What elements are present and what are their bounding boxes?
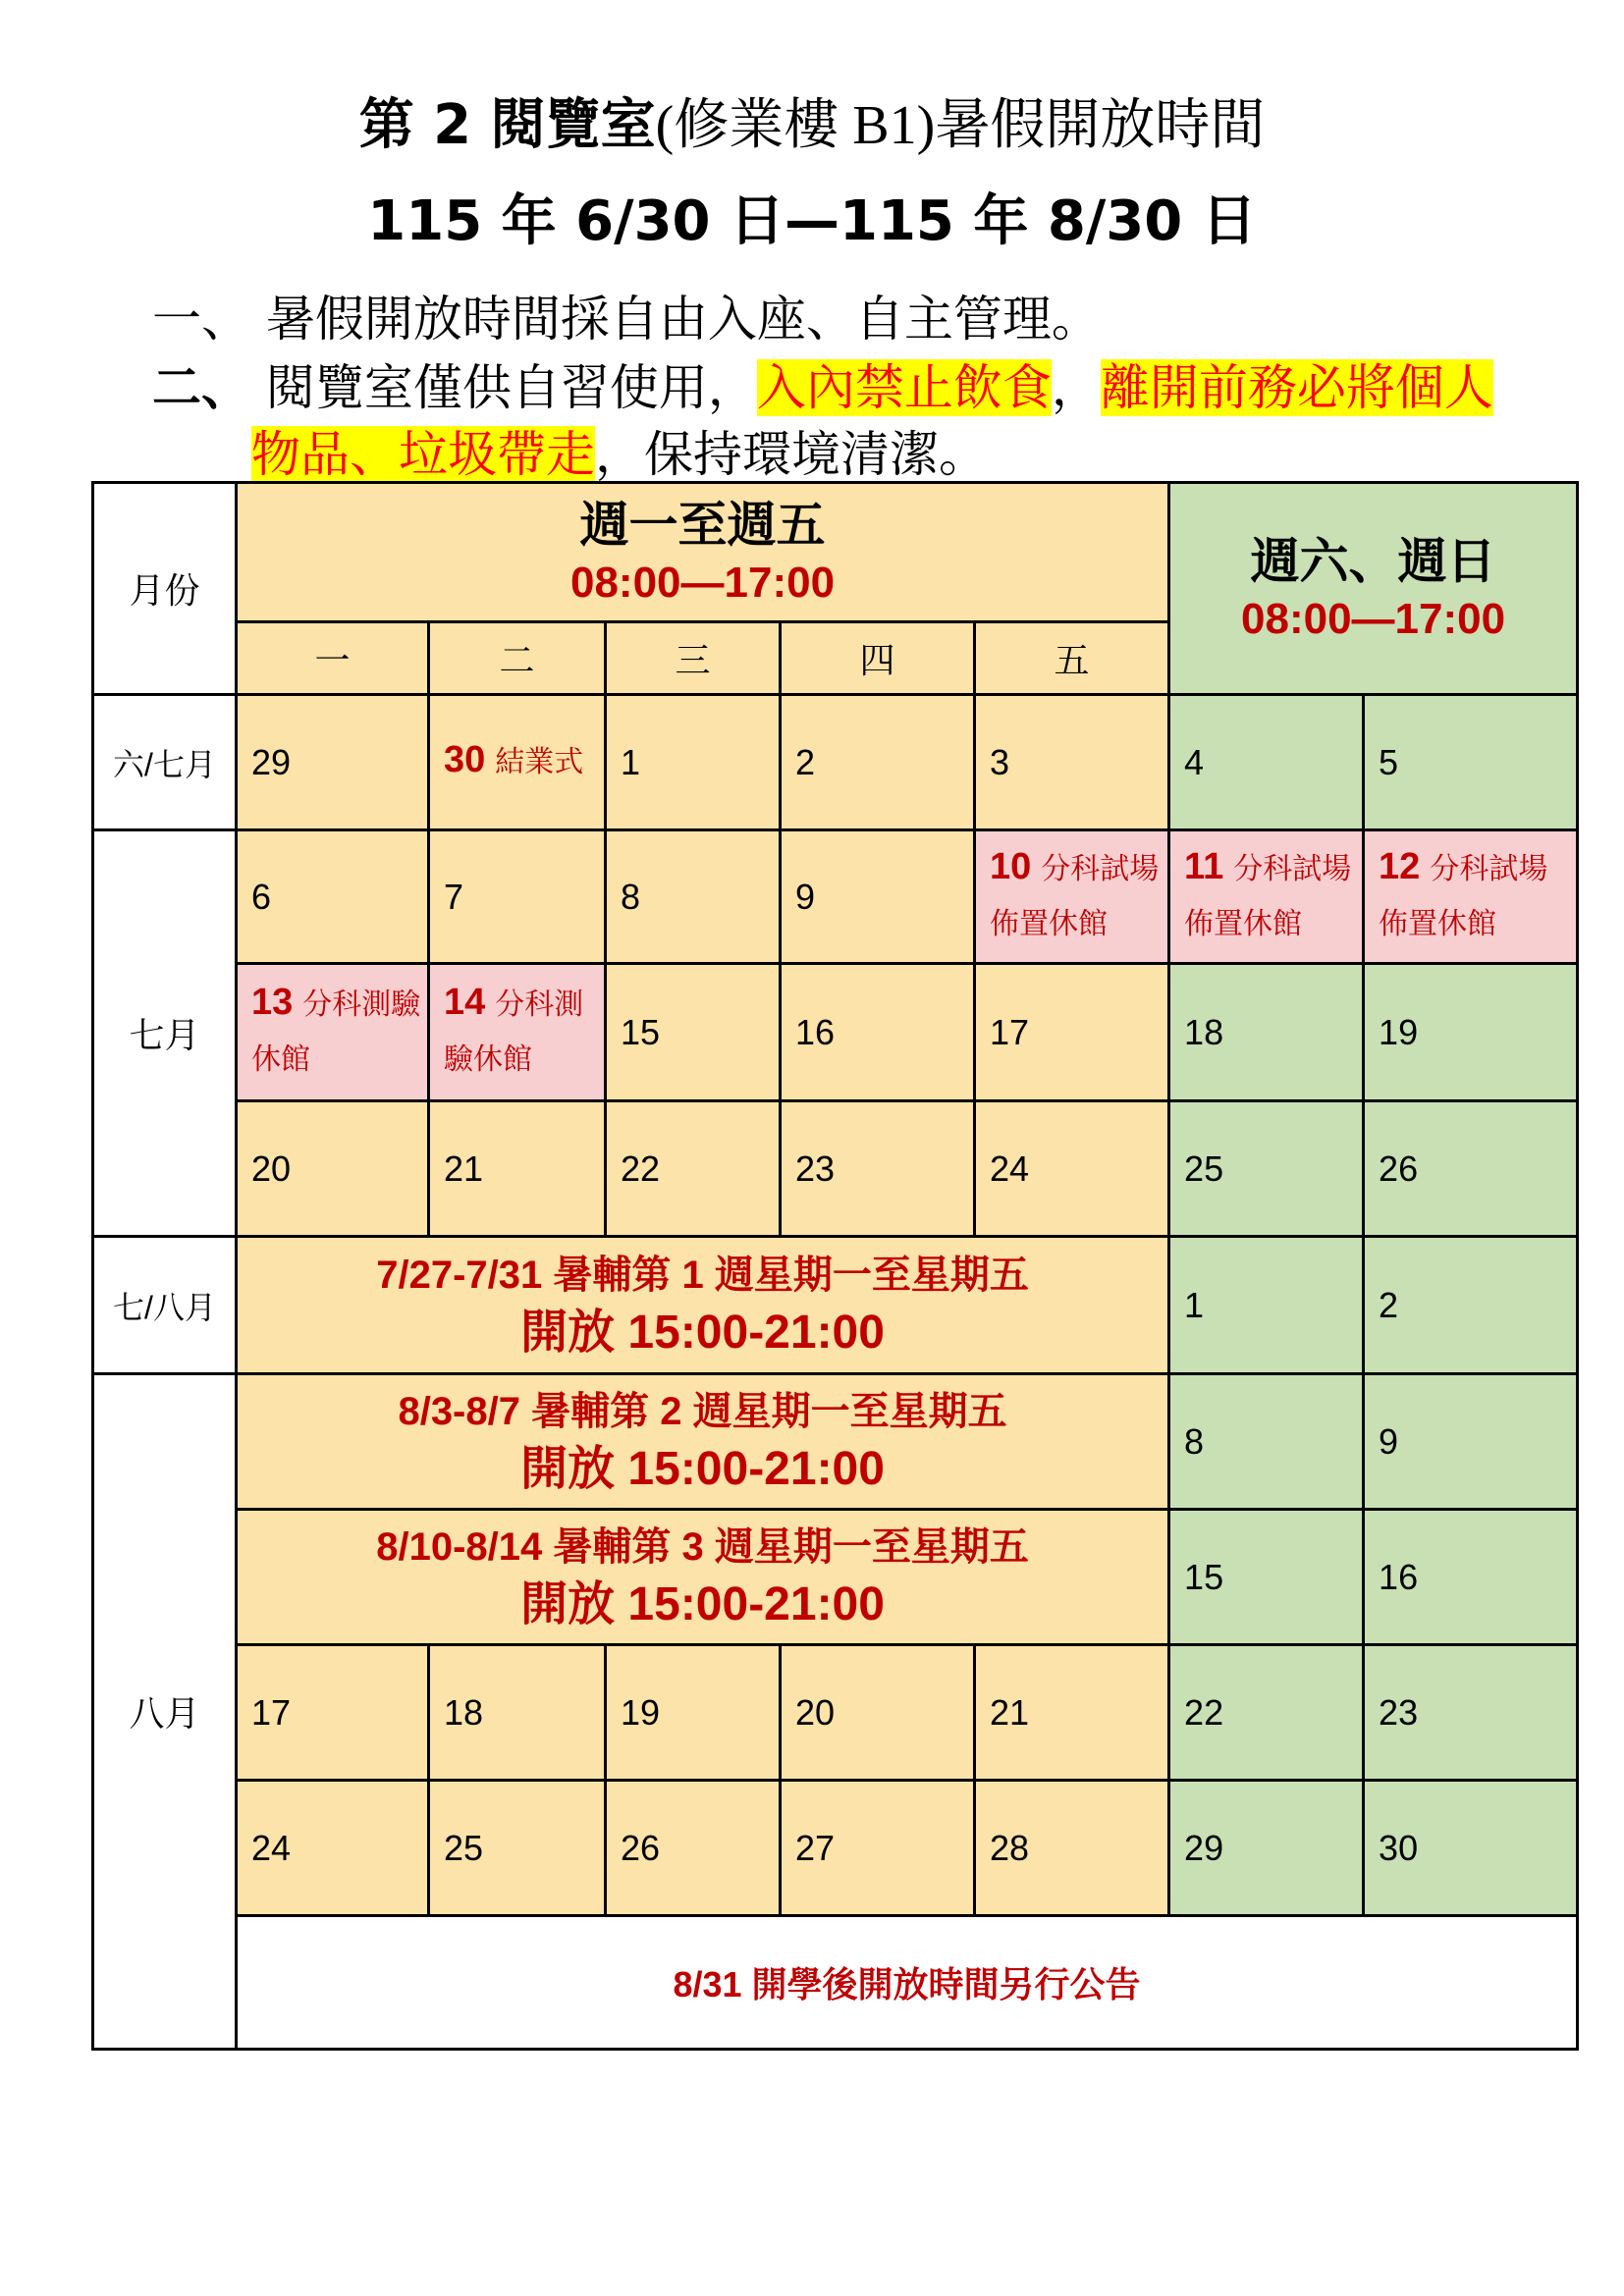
rule-1-text: 暑假開放時間採自由入座、自主管理。 — [265, 291, 1101, 347]
date-cell-event — [1169, 830, 1364, 964]
rule-2-marker: 二、 — [152, 359, 250, 416]
date-cell: 3 — [975, 695, 1169, 830]
date-cell: 25 — [1169, 1101, 1364, 1237]
tutoring-week-1 — [237, 1237, 1169, 1374]
tutoring-week-2-hours: 開放 15:00-21:00 — [520, 1442, 885, 1495]
event-label: 分科試場佈置休館 — [1379, 852, 1548, 940]
date-cell: 5 — [1364, 695, 1578, 830]
day-header-mon: 一 — [237, 622, 429, 695]
date-cell-event — [429, 695, 606, 830]
event-label: 分科測驗休館 — [444, 988, 584, 1076]
tutoring-week-3 — [237, 1510, 1169, 1645]
date-cell: 17 — [975, 964, 1169, 1101]
date-cell: 7 — [429, 830, 606, 964]
date-cell: 2 — [781, 695, 975, 830]
date-cell: 30 — [1364, 1781, 1578, 1916]
event-label: 分科測驗休館 — [251, 988, 421, 1076]
weekday-hours: 08:00—17:00 — [569, 558, 836, 607]
date-range: 115 年 6/30 日—115 年 8/30 日 — [367, 189, 1257, 253]
date-cell: 8 — [1169, 1374, 1364, 1510]
date-cell: 20 — [781, 1645, 975, 1781]
title-subject: 暑假開放時間 — [935, 93, 1266, 157]
day-header-thu: 四 — [781, 622, 975, 695]
tutoring-week-2 — [237, 1374, 1169, 1510]
date-cell: 21 — [429, 1101, 606, 1237]
month-label-jul-aug: 七/八月 — [93, 1237, 237, 1374]
date-cell-event — [429, 964, 606, 1101]
date-cell-event — [237, 964, 429, 1101]
event-label: 結業式 — [495, 745, 584, 778]
tutoring-week-1-dates: 7/27-7/31 暑輔第 1 週星期一至星期五 — [376, 1253, 1029, 1297]
rule-2-continued — [251, 422, 988, 487]
date-cell: 4 — [1169, 695, 1364, 830]
date-cell: 18 — [1169, 964, 1364, 1101]
date-cell: 17 — [237, 1645, 429, 1781]
date-cell: 2 — [1364, 1237, 1578, 1374]
rule-2-text-a: 閱覽室僅供自習使用， — [265, 359, 757, 416]
month-column-header: 月份 — [93, 483, 237, 695]
month-label-aug: 八月 — [93, 1374, 237, 2050]
date-cell: 19 — [606, 1645, 781, 1781]
date-cell: 24 — [237, 1781, 429, 1916]
date-cell: 9 — [1364, 1374, 1578, 1510]
event-date: 30 — [444, 738, 486, 780]
day-header-wed: 三 — [606, 622, 781, 695]
month-label-jun-jul: 六/七月 — [93, 695, 237, 830]
date-cell-event — [975, 830, 1169, 964]
date-cell: 9 — [781, 830, 975, 964]
date-cell: 18 — [429, 1645, 606, 1781]
weekend-hours: 08:00—17:00 — [1241, 594, 1506, 643]
date-cell: 24 — [975, 1101, 1169, 1237]
rule-2-highlight-take-items: 離開前務必將個人 — [1100, 359, 1493, 416]
date-cell: 15 — [606, 964, 781, 1101]
footer-notice: 8/31 開學後開放時間另行公告 — [237, 1916, 1578, 2050]
date-cell: 19 — [1364, 964, 1578, 1101]
date-cell: 27 — [781, 1781, 975, 1916]
event-date: 13 — [251, 981, 294, 1023]
day-header-fri: 五 — [975, 622, 1169, 695]
date-cell: 22 — [606, 1101, 781, 1237]
month-label-jul: 七月 — [93, 830, 237, 1237]
date-cell: 8 — [606, 830, 781, 964]
date-cell: 20 — [237, 1101, 429, 1237]
date-cell: 23 — [781, 1101, 975, 1237]
page-title — [0, 90, 1624, 161]
date-cell: 28 — [975, 1781, 1169, 1916]
tutoring-week-3-hours: 開放 15:00-21:00 — [520, 1577, 885, 1630]
event-label: 分科試場佈置休館 — [1184, 852, 1352, 940]
event-date: 11 — [1184, 845, 1224, 887]
weekday-header — [237, 483, 1169, 622]
rule-2-highlight-trash: 物品、垃圾帶走 — [251, 426, 595, 483]
date-cell: 25 — [429, 1781, 606, 1916]
rule-2-highlight-no-food: 入內禁止飲食 — [756, 359, 1052, 416]
date-cell: 29 — [237, 695, 429, 830]
rule-2-text-c: ，保持環境清潔。 — [595, 426, 988, 483]
weekend-header-label: 週六、週日 — [1250, 533, 1496, 589]
date-cell: 26 — [1364, 1101, 1578, 1237]
date-cell: 16 — [781, 964, 975, 1101]
rule-2-text-b: ， — [1051, 359, 1101, 416]
date-cell: 26 — [606, 1781, 781, 1916]
date-cell-event — [1364, 830, 1578, 964]
tutoring-week-3-dates: 8/10-8/14 暑輔第 3 週星期一至星期五 — [376, 1524, 1029, 1569]
date-cell: 21 — [975, 1645, 1169, 1781]
tutoring-week-1-hours: 開放 15:00-21:00 — [520, 1306, 885, 1359]
date-cell: 15 — [1169, 1510, 1364, 1645]
date-cell: 1 — [1169, 1237, 1364, 1374]
rule-2 — [152, 355, 1493, 420]
date-cell: 16 — [1364, 1510, 1578, 1645]
weekday-header-label: 週一至週五 — [579, 497, 826, 553]
rule-1 — [152, 287, 1101, 351]
day-header-tue: 二 — [429, 622, 606, 695]
title-location: (修業樓 B1) — [655, 95, 936, 156]
date-cell: 1 — [606, 695, 781, 830]
date-cell: 23 — [1364, 1645, 1578, 1781]
event-date: 10 — [990, 845, 1032, 887]
date-cell: 6 — [237, 830, 429, 964]
date-cell: 22 — [1169, 1645, 1364, 1781]
event-date: 14 — [444, 981, 486, 1023]
event-label: 分科試場佈置休館 — [990, 852, 1160, 940]
tutoring-week-2-dates: 8/3-8/7 暑輔第 2 週星期一至星期五 — [398, 1389, 1007, 1433]
title-room: 第 2 閱覽室 — [358, 93, 656, 157]
schedule-table — [91, 481, 1579, 2051]
event-date: 12 — [1379, 845, 1421, 887]
weekend-header — [1169, 483, 1578, 695]
date-cell: 29 — [1169, 1781, 1364, 1916]
rule-1-marker: 一、 — [152, 291, 250, 347]
